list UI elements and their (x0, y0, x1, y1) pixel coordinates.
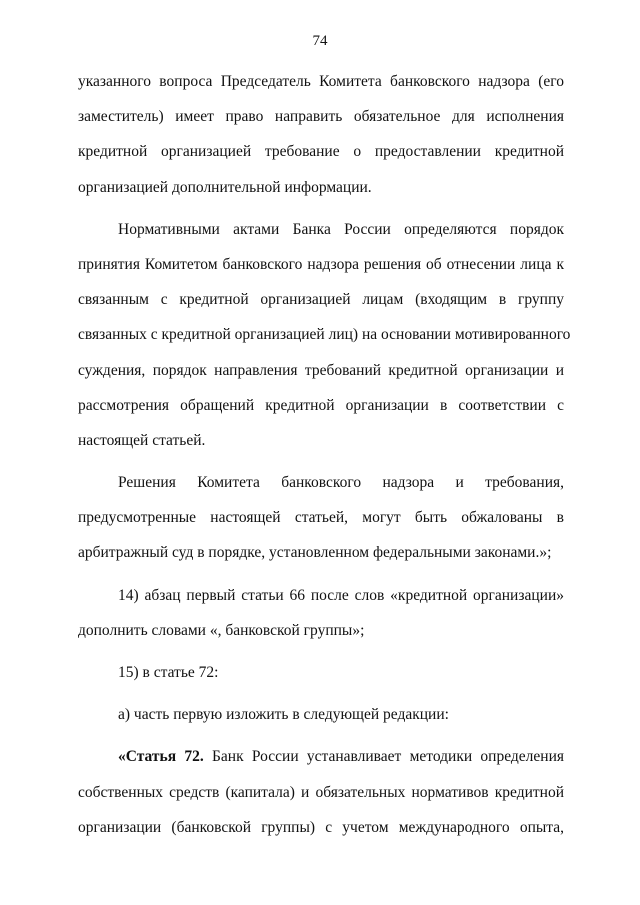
text-line: связанных с кредитной организацией лиц) на основании мотивированного (78, 326, 571, 344)
text-line: собственных средств (капитала) и обязательных нормативов кредитной (78, 783, 564, 801)
text-line: 14) абзац первый статьи 66 после слов «кредитной организации» (118, 586, 564, 604)
text-line: Решения Комитета банковского надзора и требования, (118, 474, 564, 492)
text-line: настоящей статьей. (78, 431, 206, 449)
article-heading: «Статья 72. (118, 748, 204, 766)
text-line: кредитной организацией требование о предоставлении кредитной (78, 143, 564, 161)
text-line: арбитражный суд в порядке, установленном федеральными законами.»; (78, 544, 552, 562)
text-fragment: Банк России устанавливает методики определения (212, 748, 564, 766)
text-line: 15) в статье 72: (118, 664, 219, 681)
document-body (78, 64, 571, 845)
text-line: заместитель) имеет право направить обязательное для исполнения (78, 108, 564, 126)
text-line: предусмотренные настоящей статьей, могут быть обжалованы в (78, 509, 564, 527)
text-line: принятия Комитетом банковского надзора решения об отнесении лица к (78, 255, 564, 273)
text-line: а) часть первую изложить в следующей редакции: (118, 706, 449, 724)
text-line: указанного вопроса Председатель Комитета банковского надзора (его (78, 73, 564, 90)
text-line: рассмотрения обращений кредитной организации в соответствии с (78, 396, 564, 414)
text-line (78, 739, 564, 774)
text-line: суждения, порядок направления требований кредитной организации и (78, 361, 564, 379)
text-line: Нормативными актами Банка России определяются порядок (118, 220, 564, 238)
text-line: связанным с кредитной организацией лицам (входящим в группу (78, 291, 564, 309)
page-number: 74 (312, 33, 328, 49)
text-line: дополнить словами «, банковской группы»; (78, 621, 365, 639)
text-line: организации (банковской группы) с учетом международного опыта, (78, 818, 564, 836)
text-line: организацией дополнительной информации. (78, 178, 372, 196)
